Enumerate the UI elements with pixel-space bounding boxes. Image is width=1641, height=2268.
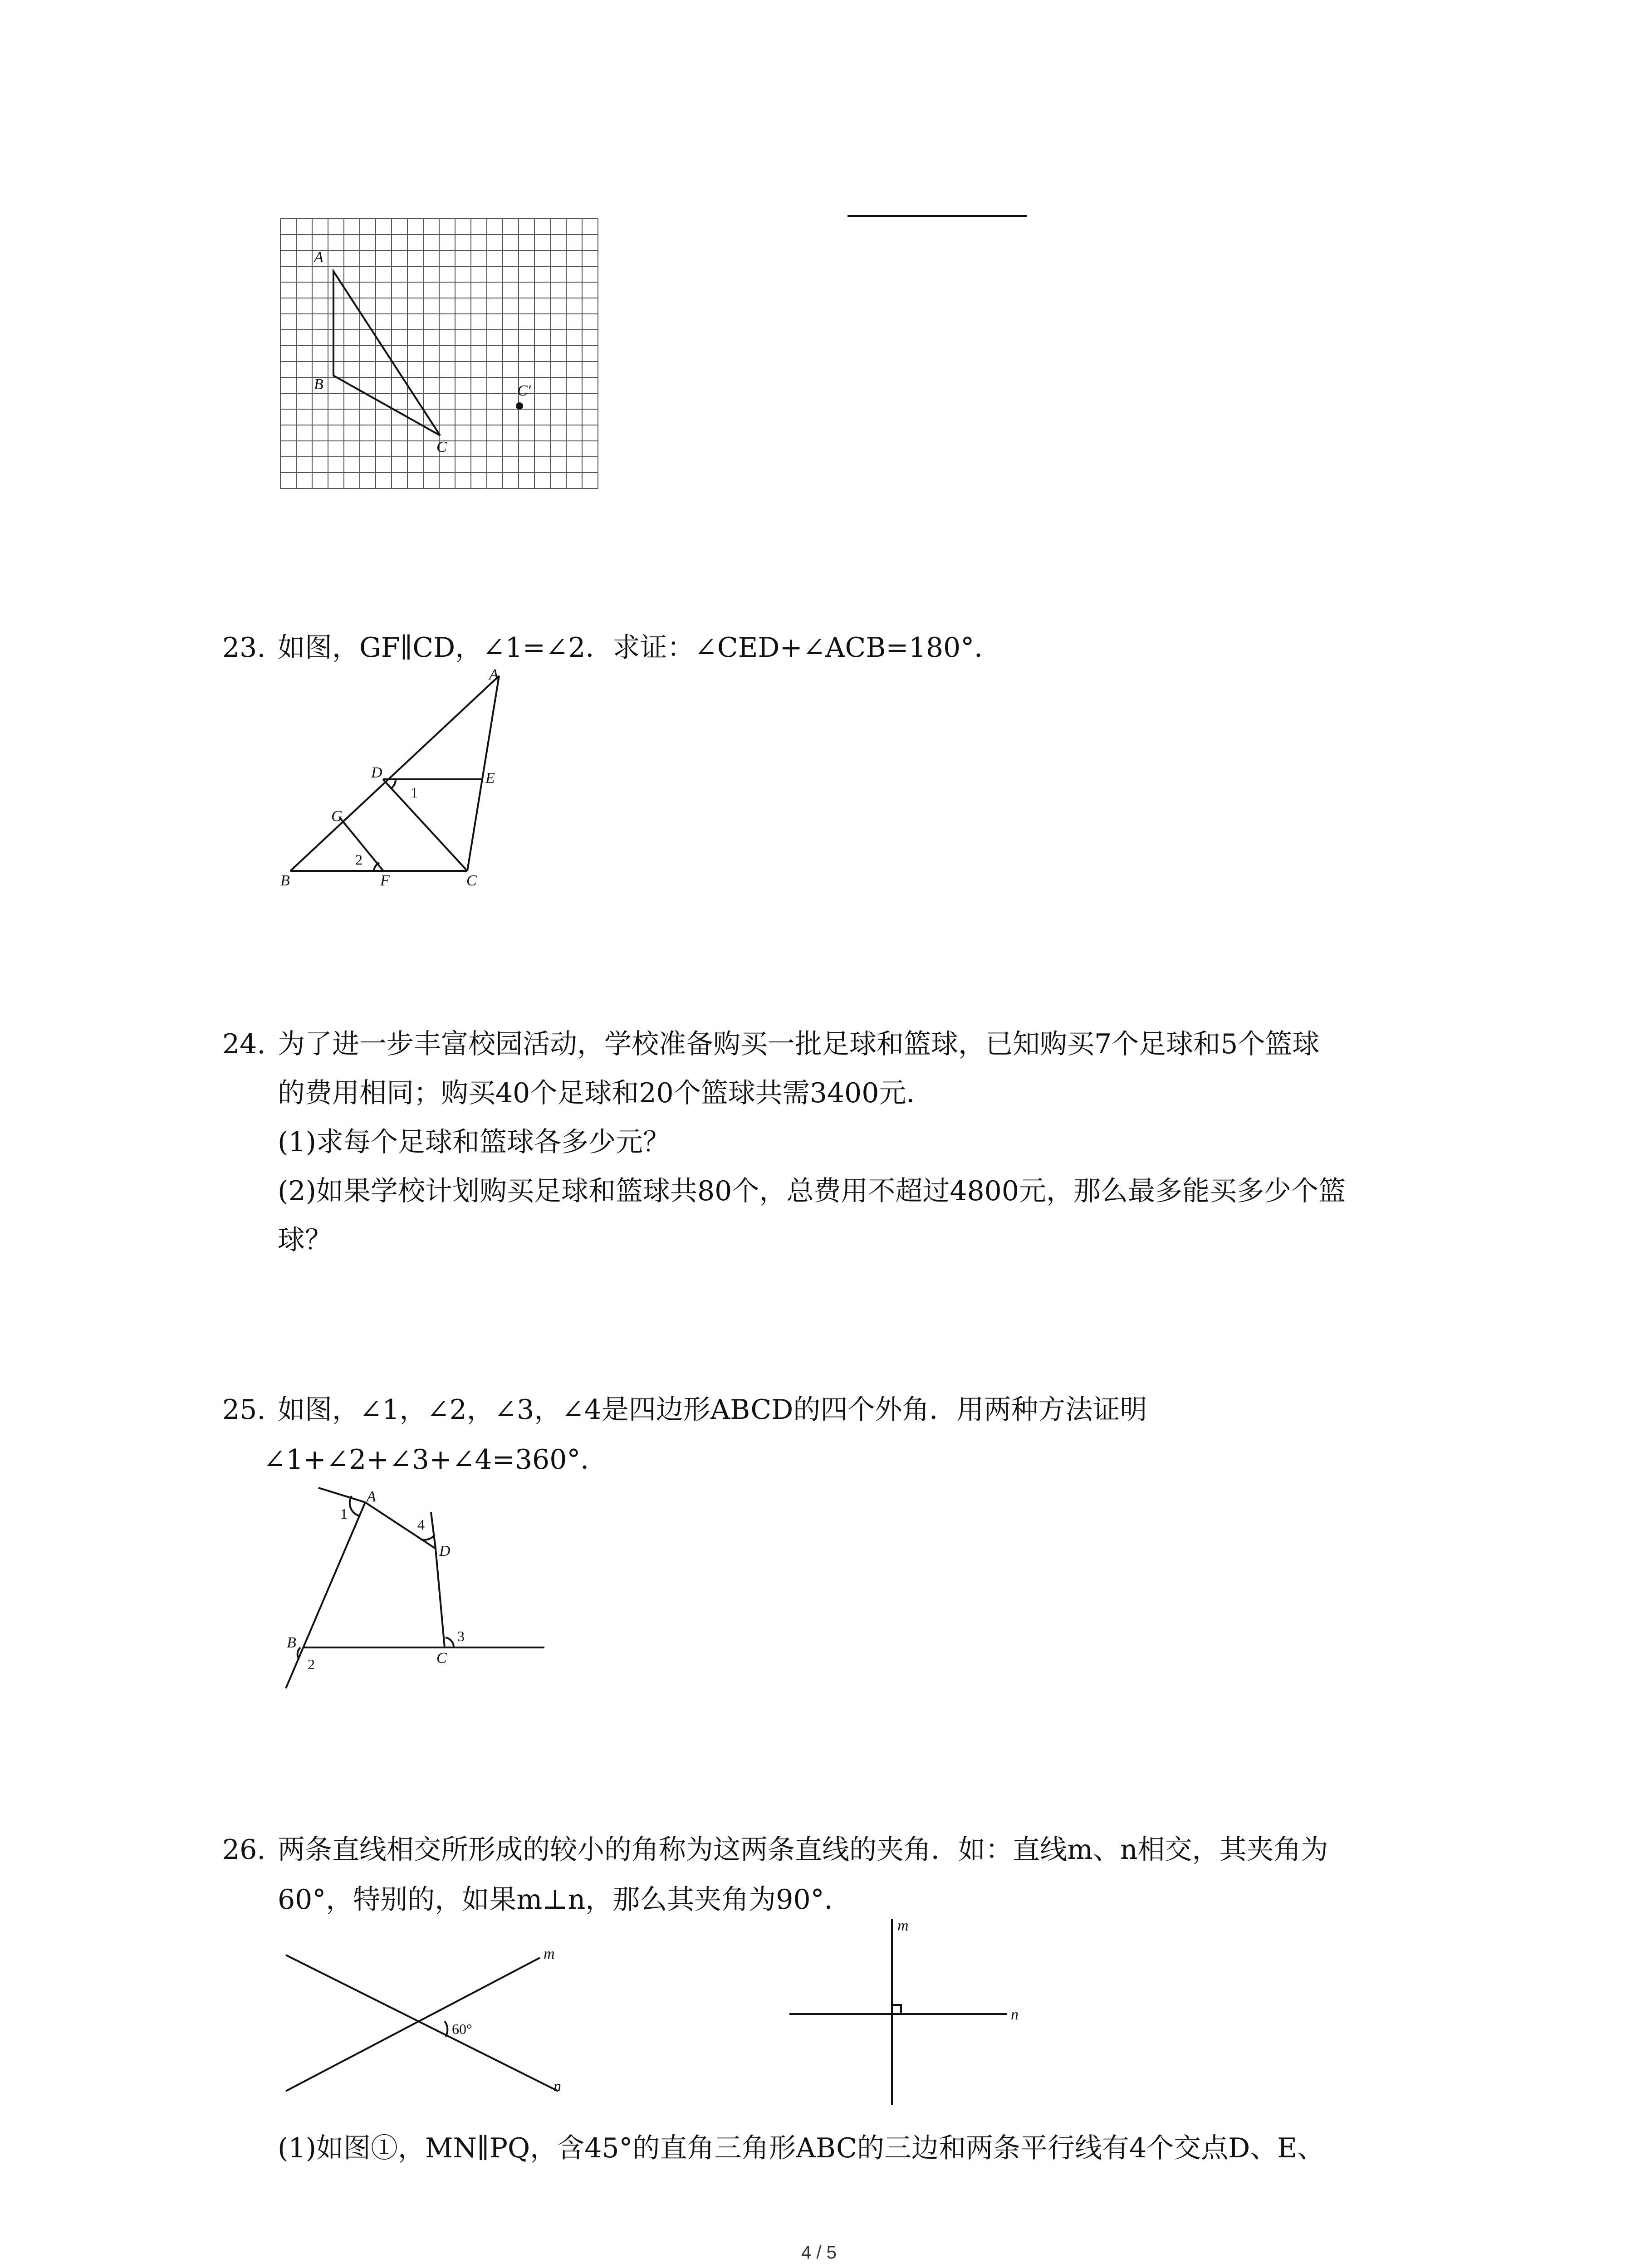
q24-line1: 为了进一步丰富校园活动，学校准备购买一批足球和篮球，已知购买7个足球和5个篮球 — [278, 1028, 1320, 1060]
q26-fig2-label-m: m — [897, 1917, 909, 1934]
label-c: C — [436, 439, 447, 455]
answer-blank-line — [847, 215, 1027, 217]
q26-figure-2 — [780, 1914, 1034, 2114]
q25-label-d: D — [439, 1543, 451, 1559]
q25-line1: 如图，∠1，∠2，∠3，∠4是四边形ABCD的四个外角．用两种方法证明 — [278, 1394, 1147, 1426]
q25-angle-4: 4 — [417, 1516, 425, 1533]
q24-part2-line1: (2)如果学校计划购买足球和篮球共80个，总费用不超过4800元，那么最多能买多少个篮 — [278, 1175, 1346, 1207]
point-c-prime — [516, 402, 523, 410]
q25-angle-2: 2 — [308, 1656, 315, 1672]
q25-angle-3: 3 — [457, 1628, 465, 1644]
q23-figure — [272, 667, 526, 889]
q25-label-c: C — [436, 1650, 447, 1667]
label-b: B — [314, 376, 323, 393]
q26-fig2-label-n: n — [1011, 2006, 1019, 2023]
q24-line2: 的费用相同；购买40个足球和20个篮球共需3400元． — [278, 1077, 934, 1109]
label-a: A — [314, 249, 323, 266]
q26-part1: (1)如图①，MN∥PQ，含45°的直角三角形ABC的三边和两条平行线有4个交点D、E、 — [278, 2132, 1325, 2164]
q26-figure-1 — [272, 1941, 581, 2105]
q23-label-c: C — [466, 872, 477, 889]
q24-number: 24. — [222, 1028, 266, 1060]
q23-number: 23. — [222, 632, 266, 664]
q25-number: 25. — [222, 1394, 266, 1426]
q25-line2: ∠1+∠2+∠3+∠4=360°． — [263, 1444, 608, 1476]
q25-label-a: A — [367, 1488, 376, 1505]
page-number: 4 / 5 — [801, 2243, 837, 2263]
q26-fig1-label-m: m — [544, 1945, 555, 1962]
q23-label-a: A — [489, 667, 499, 683]
q26-line1: 两条直线相交所形成的较小的角称为这两条直线的夹角．如：直线m、n相交，其夹角为 — [278, 1834, 1328, 1866]
q25-figure — [268, 1480, 558, 1697]
q23-label-f: F — [380, 872, 390, 889]
q24-part2-line2: 球？ — [278, 1224, 332, 1256]
q26-number: 26. — [222, 1834, 266, 1866]
q26-line2: 60°，特别的，如果m⊥n，那么其夹角为90°． — [278, 1884, 852, 1916]
q23-label-g: G — [331, 808, 343, 825]
q24-part1: (1)求每个足球和篮球各多少元？ — [278, 1126, 670, 1158]
q23-angle-1: 1 — [411, 784, 418, 801]
q23-label-b: B — [280, 872, 290, 889]
q25-angle-1: 1 — [340, 1505, 348, 1522]
label-c-prime: C′ — [517, 382, 531, 399]
q23-label-e: E — [485, 770, 495, 787]
q26-fig1-angle-label: 60° — [452, 2021, 472, 2037]
q23-label-d: D — [371, 764, 382, 781]
q23-text: 如图，GF∥CD，∠1=∠2．求证：∠CED+∠ACB=180°． — [278, 632, 1002, 664]
q23-angle-2: 2 — [355, 851, 362, 868]
grid-triangle-figure — [272, 213, 608, 494]
q25-label-b: B — [287, 1634, 296, 1651]
triangle-abc — [333, 271, 440, 435]
q26-fig1-label-n: n — [554, 2078, 561, 2095]
